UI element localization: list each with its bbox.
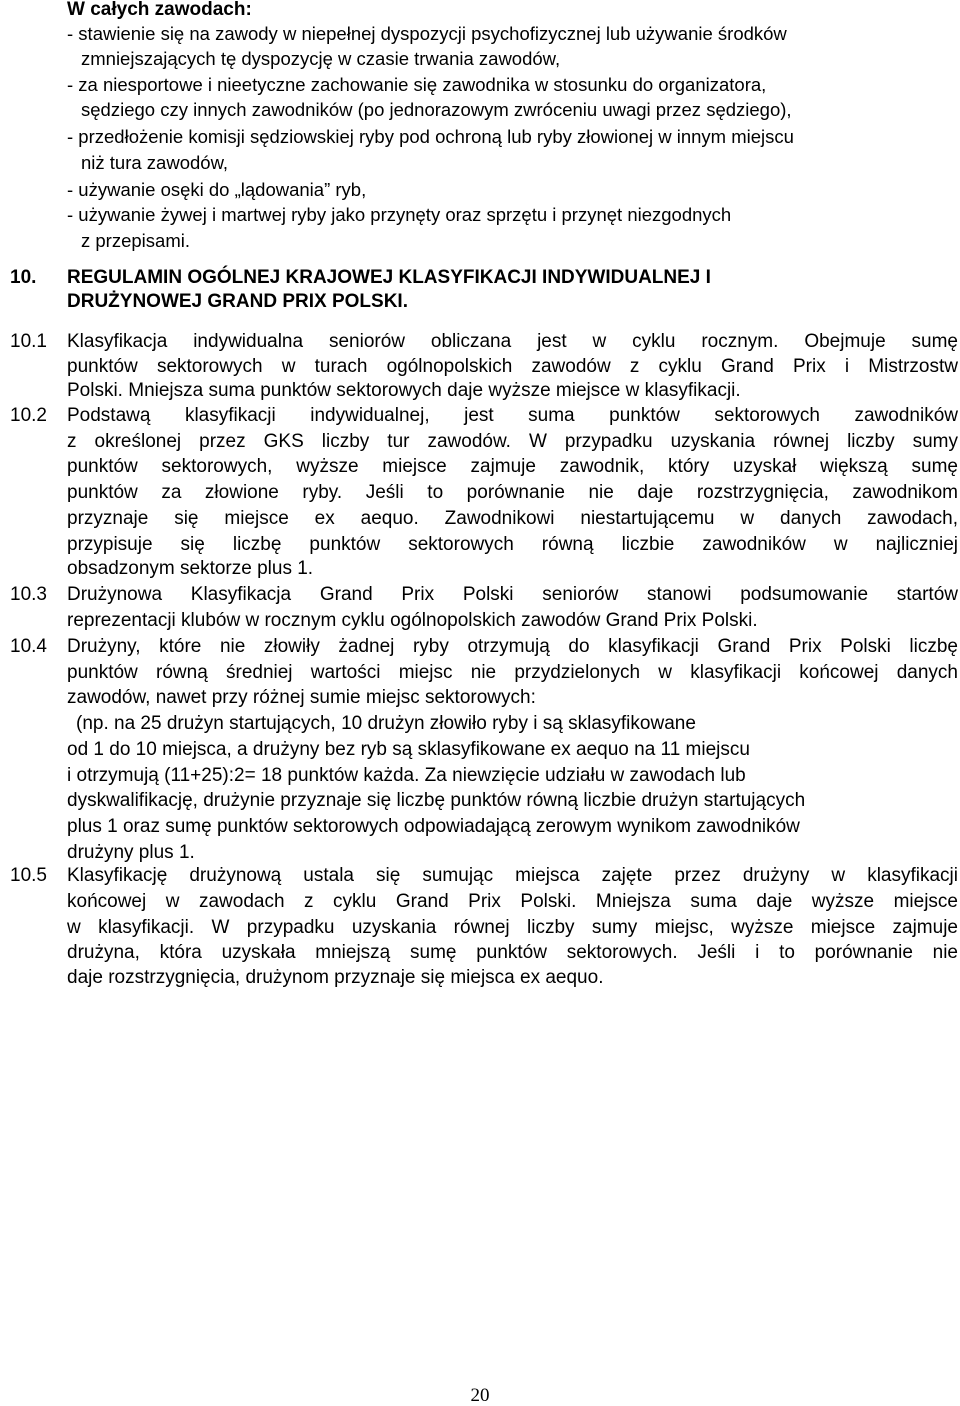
paragraph-line: reprezentacji klubów w rocznym cyklu ogólnopolskich zawodów Grand Prix Polski.: [67, 610, 758, 631]
paragraph-number: 10.1: [10, 331, 47, 352]
intro-line: - używanie żywej i martwej ryby jako przynęty oraz sprzętu i przynęt niezgodnych: [67, 204, 732, 225]
paragraph-line: w klasyfikacji. W przypadku uzyskania równej liczby sumy miejsc, wyższe miejsce zajmuje: [67, 917, 958, 938]
paragraph-line: i otrzymują (11+25):2= 18 punktów każda. Za niewzięcie udziału w zawodach lub: [67, 765, 746, 786]
intro-line: niż tura zawodów,: [81, 152, 229, 173]
paragraph-line: przyznaje się miejsce ex aequo. Zawodnikowi niestartującemu w danych zawodach,: [67, 508, 958, 529]
paragraph-line: punktów sektorowych, wyższe miejsce zajmuje zawodnik, który uzyskał większą sumę: [67, 456, 958, 477]
paragraph-line: z określonej przez GKS liczby tur zawodów. W przypadku uzyskania równej liczby sumy: [67, 431, 958, 452]
intro-line: - stawienie się na zawody w niepełnej dyspozycji psychofizycznej lub używanie środków: [67, 23, 787, 44]
paragraph-line: Polski. Mniejsza suma punktów sektorowych daje wyższe miejsce w klasyfikacji.: [67, 380, 741, 401]
paragraph-line: obsadzonym sektorze plus 1.: [67, 558, 314, 579]
intro-line: - przedłożenie komisji sędziowskiej ryby pod ochroną lub ryby złowionej w innym miejscu: [67, 126, 794, 147]
paragraph-line: punktów sektorowych w turach ogólnopolskich zawodów z cyklu Grand Prix i Mistrzostw: [67, 356, 958, 377]
intro-line: sędziego czy innych zawodników (po jednorazowym zwróceniu uwagi przez sędziego),: [81, 99, 792, 120]
paragraph-line: zawodów, nawet przy różnej sumie miejsc sektorowych:: [67, 687, 536, 708]
paragraph-line: drużyny plus 1.: [67, 842, 195, 863]
intro-line: - używanie osęki do „lądowania” ryb,: [67, 179, 367, 200]
paragraph-line: Drużyny, które nie złowiły żadnej ryby otrzymują do klasyfikacji Grand Prix Polski liczbę: [67, 636, 958, 657]
intro-line: - za niesportowe i nieetyczne zachowanie się zawodnika w stosunku do organizatora,: [67, 74, 767, 95]
page-number: 20: [470, 1385, 490, 1406]
paragraph-line: od 1 do 10 miejsca, a drużyny bez ryb są sklasyfikowane ex aequo na 11 miejscu: [67, 739, 750, 760]
paragraph-line: (np. na 25 drużyn startujących, 10 drużyn złowiło ryby i są sklasyfikowane: [76, 713, 696, 734]
section-number: 10.: [10, 267, 37, 288]
paragraph-number: 10.3: [10, 584, 47, 605]
paragraph-number: 10.5: [10, 865, 47, 886]
paragraph-line: Klasyfikacja indywidualna seniorów obliczana jest w cyklu rocznym. Obejmuje sumę: [67, 331, 958, 352]
intro-line: z przepisami.: [81, 230, 190, 251]
paragraph-number: 10.4: [10, 636, 47, 657]
paragraph-number: 10.2: [10, 405, 47, 426]
paragraph-line: końcowej w zawodach z cyklu Grand Prix Polski. Mniejsza suma daje wyższe miejsce: [67, 891, 958, 912]
section-title: DRUŻYNOWEJ GRAND PRIX POLSKI.: [67, 291, 408, 312]
paragraph-line: daje rozstrzygnięcia, drużynom przyznaje się miejsca ex aequo.: [67, 967, 604, 988]
paragraph-line: drużyna, która uzyskała mniejszą sumę punktów sektorowych. Jeśli i to porównanie nie: [67, 942, 958, 963]
intro-heading: W całych zawodach:: [67, 0, 252, 20]
paragraph-line: plus 1 oraz sumę punktów sektorowych odpowiadającą zerowym wynikom zawodników: [67, 816, 800, 837]
paragraph-line: Drużynowa Klasyfikacja Grand Prix Polski seniorów stanowi podsumowanie startów: [67, 584, 958, 605]
paragraph-line: Klasyfikację drużynową ustala się sumując miejsca zajęte przez drużyny w klasyfikacji: [67, 865, 958, 886]
paragraph-line: punktów za złowione ryby. Jeśli to porównanie nie daje rozstrzygnięcia, zawodnikom: [67, 482, 958, 503]
paragraph-line: przypisuje się liczbę punktów sektorowych równą liczbie zawodników w najliczniej: [67, 534, 958, 555]
paragraph-line: Podstawą klasyfikacji indywidualnej, jest suma punktów sektorowych zawodników: [67, 405, 958, 426]
intro-line: zmniejszających tę dyspozycję w czasie trwania zawodów,: [81, 48, 561, 69]
paragraph-line: punktów równą średniej wartości miejsc nie przydzielonych w klasyfikacji końcowej danych: [67, 662, 958, 683]
section-title: REGULAMIN OGÓLNEJ KRAJOWEJ KLASYFIKACJI INDYWIDUALNEJ I: [67, 267, 711, 288]
paragraph-line: dyskwalifikację, drużynie przyznaje się liczbę punktów równą liczbie drużyn startujących: [67, 790, 806, 811]
